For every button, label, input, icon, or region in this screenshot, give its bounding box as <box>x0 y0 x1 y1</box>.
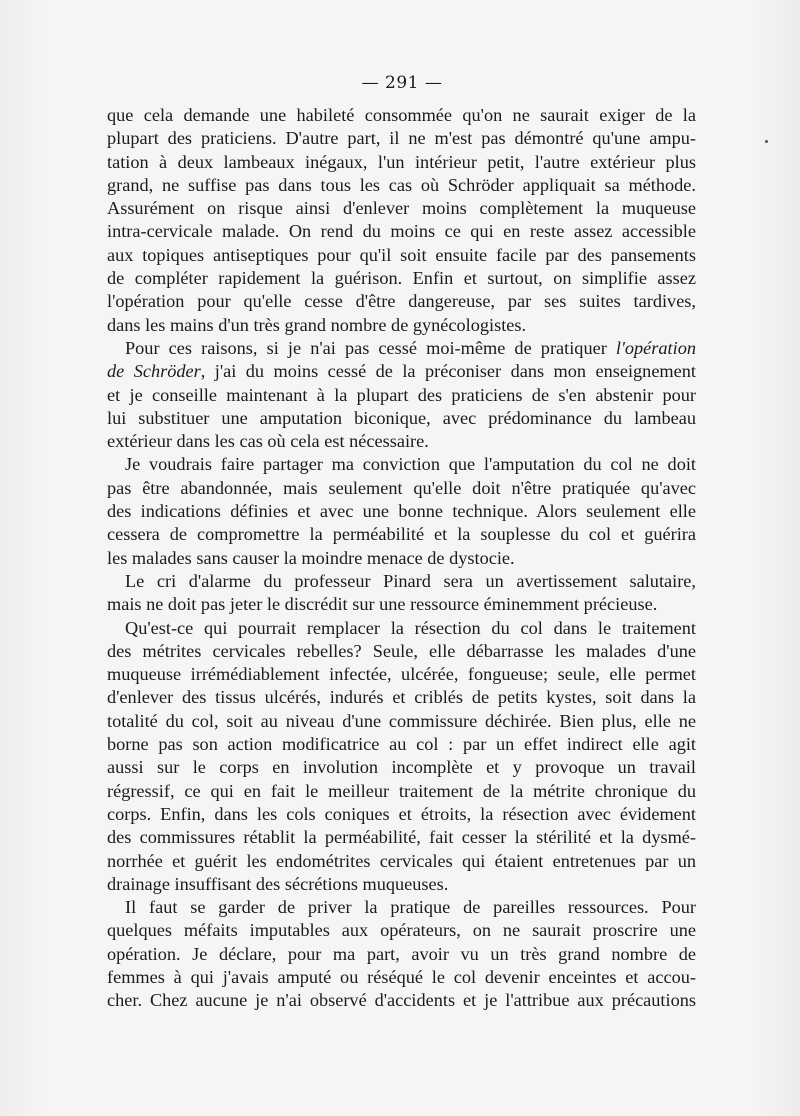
text-line: opération. Je déclare, pour ma part, avoir vu un très grand nombre de <box>107 943 696 964</box>
body-text <box>107 104 696 1013</box>
text-line: des commissures rétablit la perméabilité, fait cesser la stérilité et la dysmé- <box>107 827 696 848</box>
paragraph-start-line <box>107 337 696 360</box>
text-line: Assurément on risque ainsi d'enlever moins complètement la muqueuse <box>107 198 696 219</box>
text-line: pas être abandonnée, mais seulement qu'elle doit n'être pratiquée qu'avec <box>107 477 696 498</box>
text-line: régressif, ce qui en fait le meilleur traitement de la métrite chronique du <box>107 780 696 801</box>
text-line: lui substituer une amputation biconique, avec prédominance du lambeau <box>107 407 696 428</box>
text-line: cher. Chez aucune je n'ai observé d'accidents et je l'attribue aux précautions <box>107 990 696 1011</box>
text-line: intra-cervicale malade. On rend du moins ce qui en reste assez accessible <box>107 221 696 242</box>
text-line: aussi sur le corps en involution incomplète et y provoque un travail <box>107 757 696 778</box>
paragraph-start-line: Qu'est-ce qui pourrait remplacer la résection du col dans le traitement <box>125 617 696 638</box>
paragraph-start-line: Je voudrais faire partager ma conviction que l'amputation du col ne doit <box>125 454 696 475</box>
line-text: Pour ces raisons, si je n'ai pas cessé moi-même de pratiquer <box>125 337 616 358</box>
text-line: cessera de compromettre la perméabilité et la souplesse du col et guérira <box>107 524 696 545</box>
text-line: tation à deux lambeaux inégaux, l'un intérieur petit, l'autre extérieur plus <box>107 151 696 172</box>
text-line: muqueuse irrémédiablement infectée, ulcérée, fongueuse; seule, elle permet <box>107 664 696 685</box>
paragraph-end-line: les malades sans causer la moindre menace de dystocie. <box>107 547 515 568</box>
text-line: aux topiques antiseptiques pour qu'il soit ensuite facile par des pansements <box>107 244 696 265</box>
paragraph-end-line: mais ne doit pas jeter le discrédit sur une ressource éminemment précieuse. <box>107 594 658 615</box>
text-line: des indications définies et avec une bonne technique. Alors seulement elle <box>107 501 696 522</box>
paragraph-start-line: Le cri d'alarme du professeur Pinard sera un avertissement salutaire, <box>125 570 696 591</box>
text-line: totalité du col, soit au niveau d'une commissure déchirée. Bien plus, elle ne <box>107 710 696 731</box>
text-line: quelques méfaits imputables aux opérateurs, on ne saurait proscrire une <box>107 920 696 941</box>
paper-speck <box>765 140 768 143</box>
page-number: — 291 — <box>361 73 443 93</box>
text-line: corps. Enfin, dans les cols coniques et étroits, la résection avec évidement <box>107 803 696 824</box>
text-line: que cela demande une habileté consommée qu'on ne saurait exiger de la <box>107 105 696 125</box>
text-line: plupart des praticiens. D'autre part, il ne m'est pas démontré qu'une ampu- <box>107 128 696 149</box>
text-line: et je conseille maintenant à la plupart des praticiens de s'en abstenir pour <box>107 384 696 405</box>
text-line: l'opération pour qu'elle cesse d'être dangereuse, par ses suites tardives, <box>107 291 696 312</box>
text-line: grand, ne suffise pas dans tous les cas où Schröder appliquait sa méthode. <box>107 174 696 195</box>
paragraph-end-line: dans les mains d'un très grand nombre de gynécologistes. <box>107 314 527 335</box>
text-line: de compléter rapidement la guérison. Enfin et surtout, on simplifie assez <box>107 268 696 289</box>
text-line <box>107 360 696 383</box>
text-line: d'enlever des tissus ulcérés, indurés et criblés de petits kystes, soit dans la <box>107 687 696 708</box>
text-line: femmes à qui j'avais amputé ou réséqué le col devenir enceintes et accou- <box>107 966 696 987</box>
paragraph-end-line: drainage insuffisant des sécrétions muqueuses. <box>107 873 449 894</box>
line-text: , j'ai du moins cessé de la préconiser dans mon enseignement <box>200 361 696 382</box>
paragraph-end-line: extérieur dans les cas où cela est nécessaire. <box>107 431 429 452</box>
text-line: des métrites cervicales rebelles? Seule, elle débarrasse les malades d'une <box>107 640 696 661</box>
paragraph-start-line: Il faut se garder de priver la pratique de pareilles ressources. Pour <box>125 897 696 918</box>
text-line: borne pas son action modificatrice au col : par un effet indirect elle agit <box>107 734 696 755</box>
italic-term: de Schröder <box>107 361 201 382</box>
text-line: norrhée et guérit les endométrites cervicales qui étaient entretenues par un <box>107 850 696 871</box>
italic-term: l'opération <box>615 337 696 358</box>
